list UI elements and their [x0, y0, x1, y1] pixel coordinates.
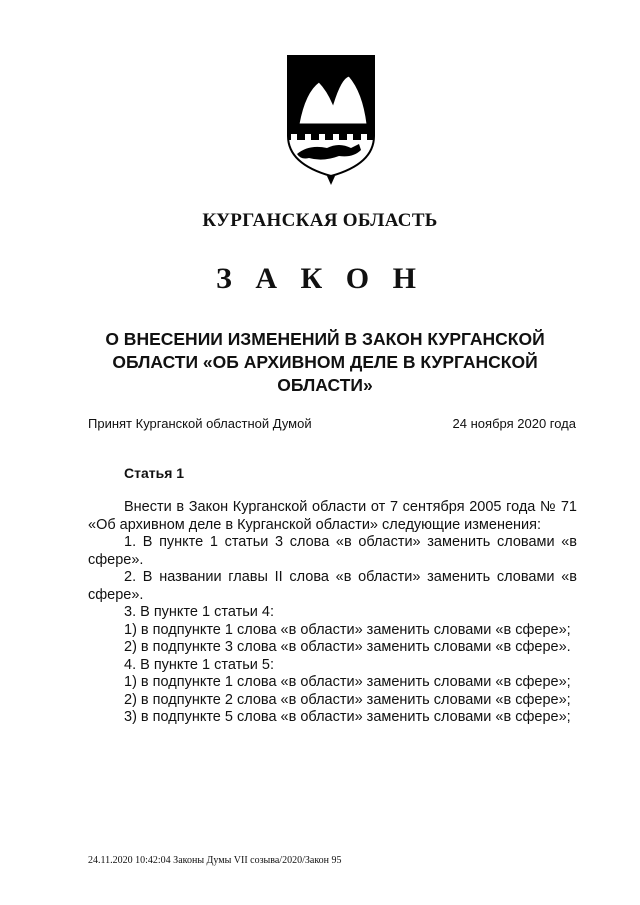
paragraph: 2) в подпункте 2 слова «в области» заменить словами «в сфере»; [124, 691, 571, 708]
paragraph: 3. В пункте 1 статьи 4: [124, 604, 274, 620]
article-body [88, 499, 577, 727]
kurgan-coat-of-arms-icon [283, 52, 379, 186]
article-heading: Статья 1 [124, 465, 185, 481]
adopted-by: Принят Курганской областной Думой [88, 416, 312, 431]
law-title: О ВНЕСЕНИИ ИЗМЕНЕНИЙ В ЗАКОН КУРГАНСКОЙ ОБЛАСТИ «ОБ АРХИВНОМ ДЕЛЕ В КУРГАНСКОЙ ОБЛАСТИ» [105, 329, 545, 395]
paragraph: 1) в подпункте 1 слова «в области» заменить словами «в сфере»; [124, 621, 571, 638]
region-name: КУРГАНСКАЯ ОБЛАСТЬ [202, 210, 438, 231]
paragraph: 4. В пункте 1 статьи 5: [124, 656, 274, 673]
paragraph: 2. В названии главы II слова «в области» заменить словами «в сфере». [88, 569, 577, 603]
document-type: З А К О Н [216, 262, 424, 295]
paragraph: 2) в подпункте 3 слова «в области» заменить словами «в сфере». [124, 639, 571, 655]
footer-stamp: 24.11.2020 10:42:04 Законы Думы VII созыва/2020/Закон 95 [88, 855, 342, 866]
adopted-date: 24 ноября 2020 года [452, 416, 576, 431]
paragraph: 3) в подпункте 5 слова «в области» заменить словами «в сфере»; [124, 709, 571, 725]
paragraph: 1) в подпункте 1 слова «в области» заменить словами «в сфере»; [124, 674, 571, 690]
paragraph: 1. В пункте 1 статьи 3 слова «в области» заменить словами «в сфере». [88, 534, 577, 568]
paragraph: Внести в Закон Курганской области от 7 сентября 2005 года № 71 «Об архивном деле в Курганской области» следующие изменения: [88, 499, 577, 533]
